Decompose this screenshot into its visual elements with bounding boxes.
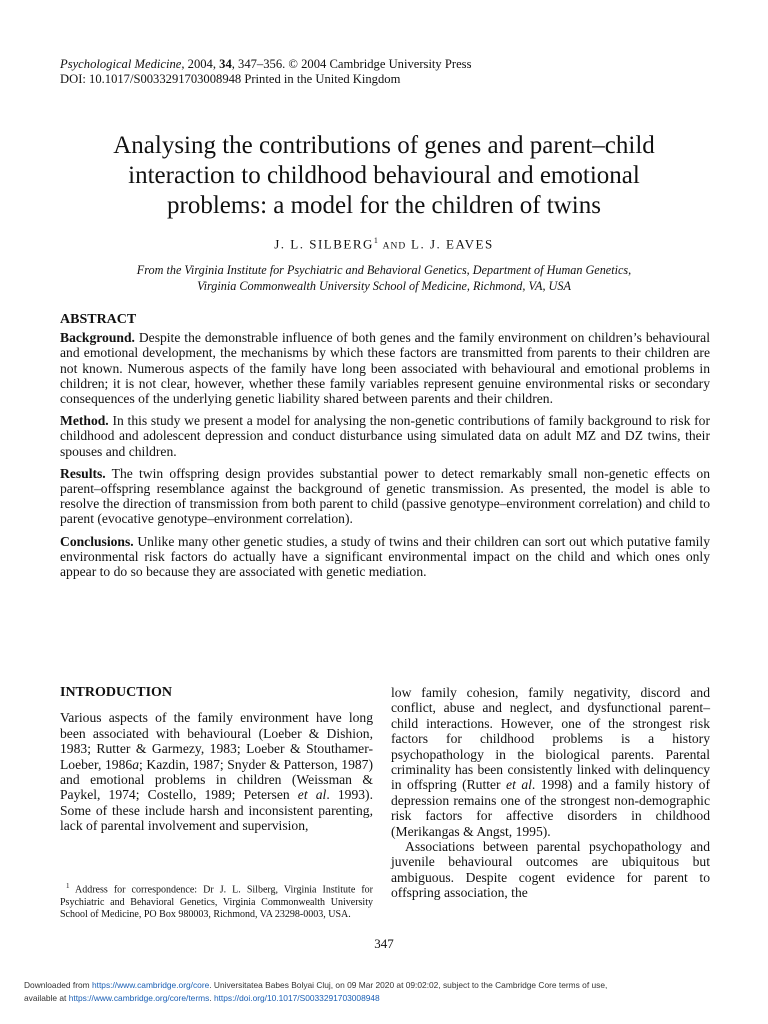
left-column	[60, 685, 373, 834]
footnote-mark: 1	[66, 882, 70, 890]
title-line-1: Analysing the contributions of genes and parent–child	[113, 132, 655, 159]
author-footnote-mark: 1	[373, 236, 378, 245]
download-middle: . Universitatea Babes Bolyai Cluj, on 09 Mar 2020 at 09:02:02, subject to the Cambridge Core terms of use,	[209, 980, 608, 990]
author-and: AND	[382, 241, 407, 252]
cambridge-core-link[interactable]: https://www.cambridge.org/core	[91, 980, 210, 990]
abstract-background	[60, 330, 710, 406]
intro-right-etal: et al	[506, 777, 532, 793]
intro-text-a: Various aspects of the family environment have long been associated with behavioural (Loeber & Dishion, 1983; Rutter & Garmezy, 1983; Loeber & Stouthamer-Loeber, 1986	[60, 710, 373, 772]
background-label: Background.	[60, 330, 135, 346]
abstract	[60, 312, 710, 586]
doi-line: DOI: 10.1017/S0033291703008948 Printed in the United Kingdom	[60, 72, 401, 86]
download-line-2	[24, 992, 744, 1005]
intro-paragraph-2: Associations between parental psychopathology and juvenile behavioural outcomes are ubiquitous but ambiguous. Despite cogent evidence for parent to offspring association, the	[391, 839, 710, 901]
right-column	[391, 685, 710, 901]
running-header	[60, 57, 720, 87]
intro-text-b: ; Kazdin, 1987; Snyder & Patterson, 1987) and emotional problems in children (Weissman & Paykel, 1974; Costello, 1989; Petersen	[60, 756, 374, 803]
footnote	[60, 880, 373, 922]
intro-right-text-b: . 1998) and a family history of depression remains one of the strongest non-demographic risk factors for affective disorders in childhood (Merikangas & Angst, 1995).	[391, 777, 710, 839]
author-eaves: L. J. EAVES	[411, 236, 494, 252]
method-text: In this study we present a model for analysing the non-genetic contributions of family background to risk for childhood and adolescent depression and conduct disturbance using simulated data on adult MZ and DZ twins, their spouses and children.	[60, 413, 710, 459]
method-label: Method.	[60, 413, 109, 429]
intro-paragraph-1-cont	[391, 685, 710, 839]
intro-italic-a: a	[132, 756, 139, 772]
abstract-heading: ABSTRACT	[60, 312, 137, 327]
citation-pages: , 347–356. © 2004 Cambridge University Press	[231, 57, 472, 71]
download-line2-prefix: available at	[24, 993, 69, 1003]
download-separator: .	[209, 993, 214, 1003]
terms-link[interactable]: https://www.cambridge.org/core/terms	[68, 993, 210, 1003]
download-notice	[24, 979, 744, 1005]
background-text: Despite the demonstrable influence of both genes and the family environment on children’s behavioural and emotional development, the mechanisms by which these factors are transmitted from parents to their children are not known. Numerous aspects of the family have long been associated with behavioural and emotional problems in children; it is not clear, however, whether these family variables represent genuine environmental risks or secondary consequences of the underlying genetic liability shared between parents and their children.	[60, 330, 710, 407]
abstract-conclusions	[60, 534, 710, 580]
download-line-1	[24, 979, 744, 992]
paper-title	[40, 131, 728, 221]
intro-etal: et al	[297, 787, 327, 803]
affiliation-line-1: From the Virginia Institute for Psychiatric and Behavioral Genetics, Department of Human Genetics,	[136, 263, 632, 277]
volume-number: 34	[219, 57, 232, 71]
page-number: 347	[374, 936, 394, 951]
intro-paragraph-1	[60, 710, 373, 833]
download-prefix: Downloaded from	[24, 980, 92, 990]
introduction-heading: INTRODUCTION	[60, 685, 173, 700]
journal-name: Psychological Medicine	[60, 57, 182, 71]
citation-line	[60, 57, 720, 72]
title-line-2: interaction to childhood behavioural and emotional	[128, 162, 640, 189]
conclusions-text: Unlike many other genetic studies, a study of twins and their children can sort out which putative family environmental risk factors do actually have a significant environmental impact on the child and which ones only appear to do so because they are associated with genetic mediation.	[60, 533, 710, 580]
abstract-results	[60, 466, 710, 527]
intro-text-c: . 1993). Some of these include harsh and inconsistent parenting, lack of parental involvement and supervision,	[60, 787, 373, 834]
footnote-text: Address for correspondence: Dr J. L. Silberg, Virginia Institute for Psychiatric and Behavioral Genetics, Virginia Commonwealth University School of Medicine, PO Box 980003, Richmond, VA 23298-0003, USA.	[60, 884, 373, 921]
conclusions-label: Conclusions.	[60, 533, 134, 549]
affiliation-line-2: Virginia Commonwealth University School of Medicine, Richmond, VA, USA	[197, 279, 571, 293]
citation-year: , 2004,	[181, 57, 220, 71]
affiliation	[60, 262, 708, 294]
author-silberg: J. L. SILBERG	[274, 236, 374, 252]
abstract-method	[60, 413, 710, 459]
intro-right-text-a: low family cohesion, family negativity, discord and conflict, abuse and neglect, and dysfunctional parent–child interactions. However, one of the strongest risk factors for childhood problems is a history psychopathology in the biological parents. Parental criminality has been consistently linked with delinquency in offspring (Rutter	[391, 685, 710, 793]
results-label: Results.	[60, 465, 106, 481]
title-line-3: problems: a model for the children of twins	[167, 192, 601, 219]
doi-link[interactable]: https://doi.org/10.1017/S0033291703008948	[213, 993, 380, 1003]
author-list	[0, 236, 768, 252]
results-text: The twin offspring design provides substantial power to detect remarkably small non-genetic effects on parent–offspring resemblance against the background of genetic transmission. As presented, the model is able to resolve the direction of transmission from both parent to child (passive genotype–environment correlation) and child to parent (evocative genotype–environment correlation).	[60, 465, 710, 527]
